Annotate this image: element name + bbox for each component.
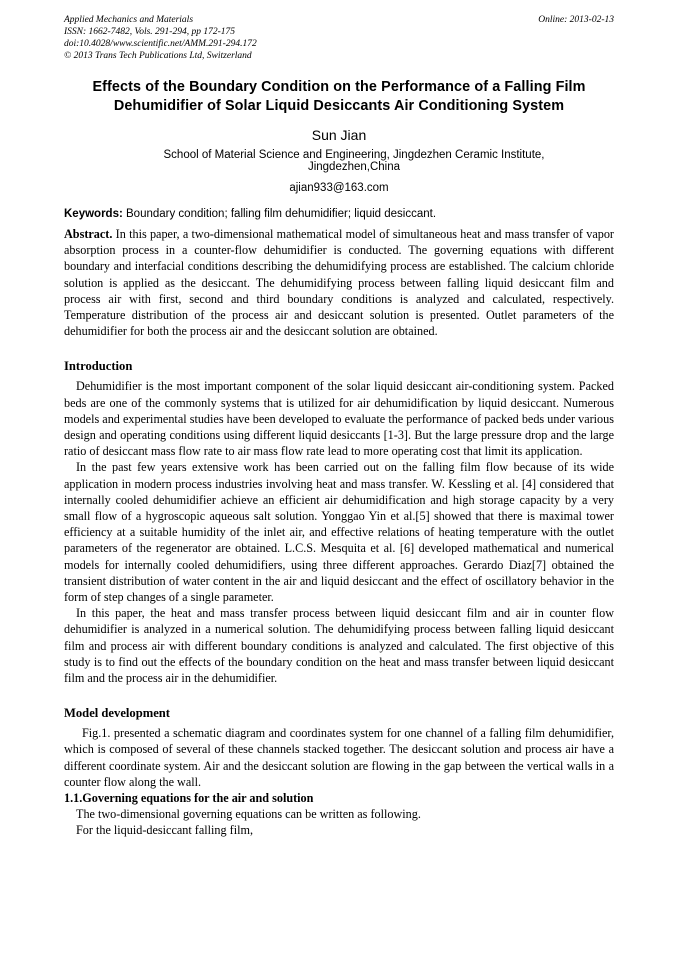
journal-info [64, 14, 257, 62]
journal-name: Applied Mechanics and Materials [64, 15, 194, 25]
title-line-2: Dehumidifier of Solar Liquid Desiccants Air Conditioning System [113, 98, 565, 114]
model-paragraph-1: Fig.1. presented a schematic diagram and coordinates system for one channel of a falling film dehumidifier, which is composed of several of these channels stacked together. The desiccant solution and process air have a different coordinate system. Air and the desiccant solution are flowing in the gap between the vertical walls in a counter flow along the wall. [64, 726, 614, 789]
keywords-label: Keywords: [64, 208, 123, 220]
journal-header [64, 14, 614, 64]
model-heading: Model development [64, 706, 170, 721]
subsection-paragraph-2: For the liquid-desiccant falling film, [76, 823, 254, 838]
abstract [64, 226, 614, 339]
online-date: Online: 2013-02-13 [538, 15, 614, 25]
keywords [64, 208, 614, 220]
journal-copyright: © 2013 Trans Tech Publications Ltd, Switzerland [64, 51, 252, 61]
intro-paragraph-3: In this paper, the heat and mass transfer process between liquid desiccant film and air in counter flow dehumidifier is analyzed in a numerical solution. The dehumidifying process between falling liquid desiccant film and process air with different boundary conditions is analyzed and calculated. The first objective of this study is to find out the effects of the boundary condition on the heat and mass transfer between liquid desiccant film and the process air in the dehumidifier. [64, 606, 614, 686]
abstract-label: Abstract. [64, 227, 113, 241]
affiliation-line-2: Jingdezhen,China [307, 161, 401, 173]
introduction-heading: Introduction [64, 359, 133, 374]
subsection-paragraph-1: The two-dimensional governing equations can be written as following. [76, 807, 421, 822]
author-email: ajian933@163.com [289, 182, 389, 194]
author-name: Sun Jian [311, 127, 367, 143]
paper-page [64, 14, 614, 839]
subsection-heading: 1.1.Governing equations for the air and solution [64, 791, 314, 806]
journal-doi: doi:10.4028/www.scientific.net/AMM.291-294.172 [64, 39, 257, 49]
paper-title [64, 78, 614, 116]
affiliation-line-1: School of Material Science and Engineering, Jingdezhen Ceramic Institute, [163, 149, 545, 161]
journal-issn: ISSN: 1662-7482, Vols. 291-294, pp 172-175 [64, 27, 235, 37]
intro-paragraph-1: Dehumidifier is the most important component of the solar liquid desiccant air-conditioning system. Packed beds are one of the commonly systems that is utilized for air dehumidification by liquid desiccant. Numerous models and experimental studies have been developed to evaluate the performance of packed beds under various design and operating conditions using different liquid desiccants [1-3]. But the large pressure drop and the large ratio of desiccant mass flow rate to air mass flow rate lead to more operating cost that limit its application. [64, 379, 614, 459]
affiliation [64, 149, 614, 173]
keywords-text: Boundary condition; falling film dehumidifier; liquid desiccant. [126, 208, 437, 220]
intro-paragraph-2: In the past few years extensive work has been carried out on the falling film flow because of its wide application in modern process industries involving heat and mass transfer. W. Kessling et al. [4] considered that internally cooled dehumidifier achieve an efficient air dehumidification and high storage capacity by a very small flow of a hygroscopic aqueous salt solution. Yonggao Yin et al.[5] showed that there is maximal tower efficiency at a suitable humidity of the inlet air, and effective relations of heating temperature with the outlet parameters of the regenerator are obtained. L.C.S. Mesquita et al. [6] developed mathematical and numerical models for internally cooled dehumidifiers, using three different approaches. Gerardo Diaz[7] obtained the transient distribution of water content in the air and liquid desiccant and the effect of oscillatory behavior in the form of step changes of a single parameter. [64, 460, 614, 605]
title-line-1: Effects of the Boundary Condition on the Performance of a Falling Film [92, 79, 586, 95]
abstract-text: In this paper, a two-dimensional mathematical model of simultaneous heat and mass transfer of vapor absorption process in a counter-flow dehumidifier is conducted. The governing equations with different boundary and interfacial conditions describing the dehumidifying process are established. The calcium chloride solution is applied as the desiccant. The dehumidifying process between falling liquid desiccant film and process air with first, second and third boundary conditions is analyzed and calculated, respectively. Temperature distribution of the process air and desiccant solution is presented. Outlet parameters of the dehumidifier for both the process air and the desiccant solution are obtained. [64, 227, 614, 339]
